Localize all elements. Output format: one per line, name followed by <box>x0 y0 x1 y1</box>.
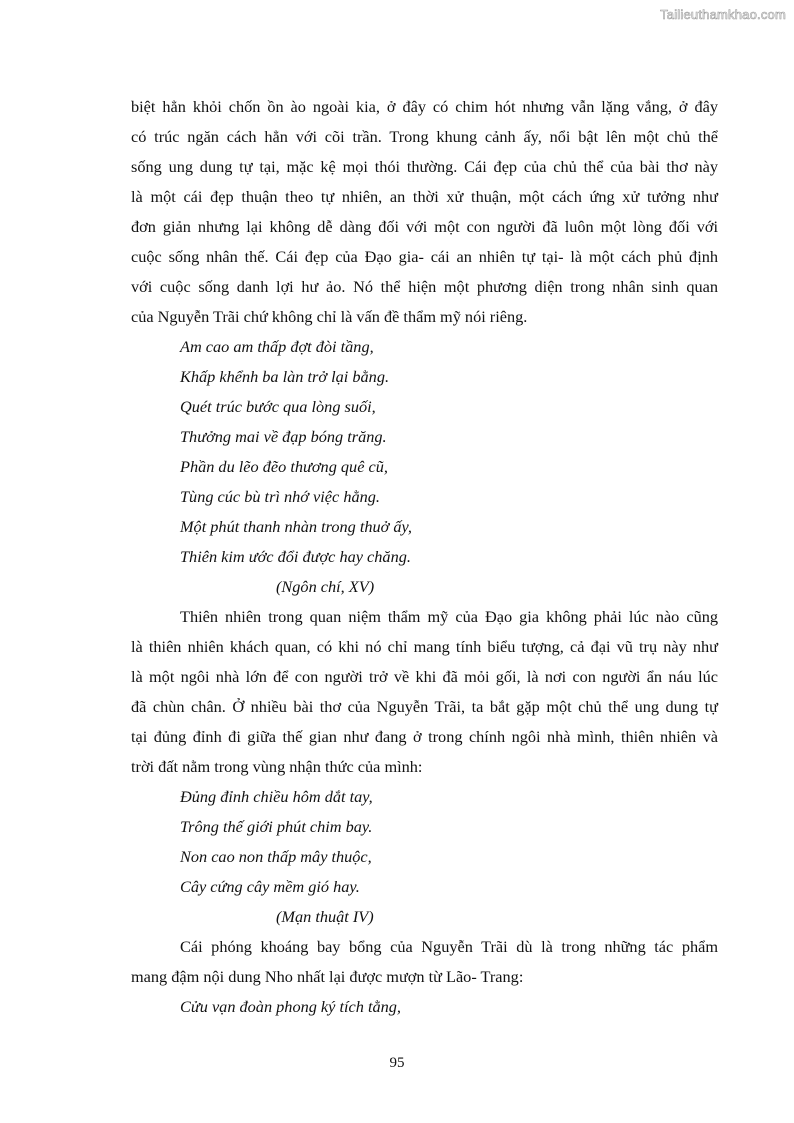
verse-line: Khấp khểnh ba làn trở lại bằng. <box>180 367 390 386</box>
verse-line: Phần du lẽo đẽo thương quê cũ, <box>180 457 388 476</box>
page-body <box>131 92 718 1022</box>
verse-line: Am cao am thấp đợt đòi tầng, <box>180 337 374 356</box>
poem-1 <box>131 332 718 602</box>
text-line: trời đất nằm trong vùng nhận thức của mình: <box>131 757 423 776</box>
verse-line: Tùng cúc bù trì nhớ việc hằng. <box>180 487 380 506</box>
paragraph-1 <box>131 92 718 332</box>
text-line: với cuộc sống danh lợi hư ảo. Nó thể hiện một phương diện trong nhân sinh quan <box>131 277 718 296</box>
text-line: Cái phóng khoáng bay bổng của Nguyễn Trãi dù là trong những tác phẩm <box>180 937 718 956</box>
poem-citation: (Ngôn chí, XV) <box>276 577 375 596</box>
text-line: cuộc sống nhân thế. Cái đẹp của Đạo gia- cái an nhiên tự tại- là một cách phủ định <box>131 247 718 266</box>
text-line: đã chùn chân. Ở nhiều bài thơ của Nguyễn Trãi, ta bắt gặp một chủ thể ung dung tự <box>131 697 718 716</box>
poem-3 <box>131 992 718 1022</box>
text-line: mang đậm nội dung Nho nhất lại được mượn từ Lão- Trang: <box>131 967 524 986</box>
text-line: là một ngôi nhà lớn để con người trở về khi đã mỏi gối, là nơi con người ẩn náu lúc <box>131 667 718 686</box>
verse-line: Cửu vạn đoàn phong ký tích tằng, <box>180 997 401 1016</box>
verse-line: Non cao non thấp mây thuộc, <box>180 847 372 866</box>
verse-line: Quét trúc bước qua lòng suối, <box>180 397 376 416</box>
paragraph-3 <box>131 932 718 992</box>
text-line: sống ung dung tự tại, mặc kệ mọi thói thường. Cái đẹp của chủ thể của bài thơ này <box>131 157 718 176</box>
text-line: biệt hẳn khỏi chốn ồn ào ngoài kia, ở đây có chim hót nhưng vẫn lặng vắng, ở đây <box>131 97 718 116</box>
watermark: Tailieuthamkhao.com <box>660 7 786 22</box>
verse-line: Thiên kim ước đổi được hay chăng. <box>180 547 411 566</box>
verse-line: Trông thế giới phút chim bay. <box>180 817 373 836</box>
text-line: là một cái đẹp thuận theo tự nhiên, an thời xử thuận, một cách ứng xử tưởng như <box>131 187 718 206</box>
paragraph-2 <box>131 602 718 782</box>
text-line: tại đủng đỉnh đi giữa thế gian như đang ở trong chính ngôi nhà mình, thiên nhiên và <box>131 727 718 746</box>
verse-line: Cây cứng cây mềm gió hay. <box>180 877 360 896</box>
text-line: đơn giản nhưng lại không dễ dàng đối với một con người đã luôn một lòng đối với <box>131 217 718 236</box>
text-line: của Nguyễn Trãi chứ không chỉ là vấn đề thẩm mỹ nói riêng. <box>131 307 528 326</box>
text-line: là thiên nhiên khách quan, có khi nó chỉ mang tính biểu tượng, cả đại vũ trụ này như <box>131 637 718 656</box>
poem-citation: (Mạn thuật IV) <box>276 907 374 926</box>
text-line: có trúc ngăn cách hẳn với cõi trần. Trong khung cảnh ấy, nổi bật lên một chủ thể <box>131 127 718 146</box>
verse-line: Đủng đỉnh chiều hôm dắt tay, <box>180 787 373 806</box>
verse-line: Thưởng mai về đạp bóng trăng. <box>180 427 387 446</box>
poem-2 <box>131 782 718 932</box>
text-line: Thiên nhiên trong quan niệm thẩm mỹ của Đạo gia không phải lúc nào cũng <box>180 607 718 626</box>
page-number: 95 <box>389 1055 405 1071</box>
verse-line: Một phút thanh nhàn trong thuở ấy, <box>180 517 412 536</box>
